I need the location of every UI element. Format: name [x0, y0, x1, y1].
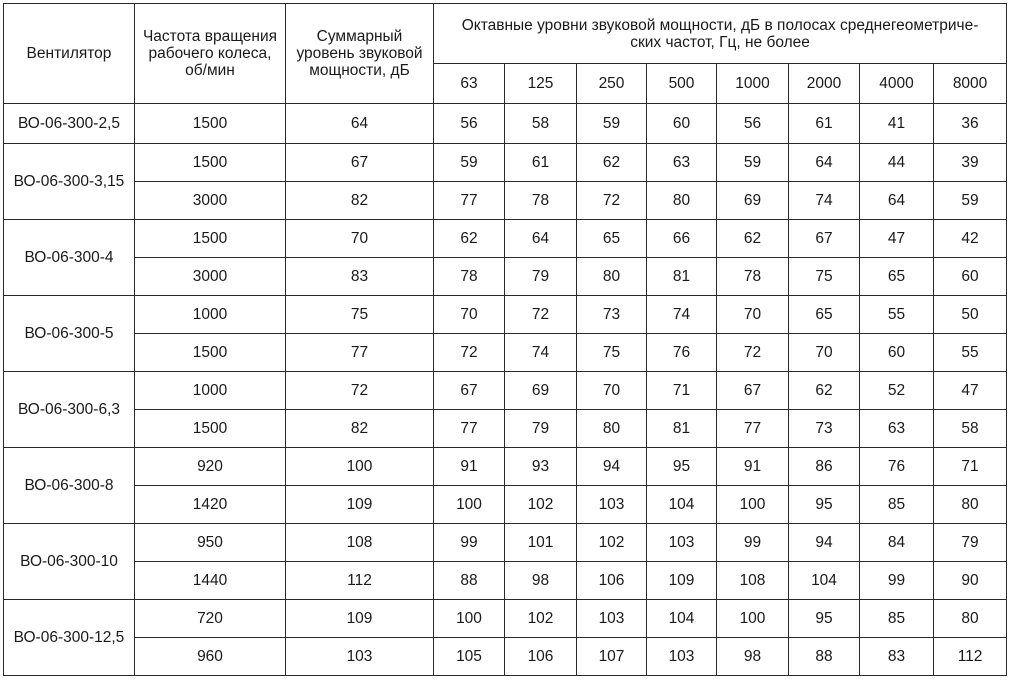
octave-level-cell-4000: 52 — [860, 372, 934, 410]
octave-level-cell-125: 93 — [505, 448, 577, 486]
octave-level-cell-63: 100 — [434, 486, 505, 524]
rpm-cell: 3000 — [135, 258, 286, 296]
fan-model-cell: ВО-06-300-4 — [4, 220, 135, 296]
rpm-cell: 1500 — [135, 104, 286, 144]
fan-model-cell: ВО-06-300-10 — [4, 524, 135, 600]
octave-level-cell-125: 79 — [505, 258, 577, 296]
octave-level-cell-2000: 75 — [789, 258, 860, 296]
header-frequency-4000: 4000 — [860, 64, 934, 104]
rpm-cell: 1500 — [135, 410, 286, 448]
octave-level-cell-63: 62 — [434, 220, 505, 258]
total-level-cell: 72 — [286, 372, 434, 410]
header-octave-line2: ских частот, Гц, не более — [630, 33, 810, 51]
octave-level-cell-2000: 104 — [789, 562, 860, 600]
header-frequency-250: 250 — [577, 64, 647, 104]
octave-level-cell-1000: 72 — [717, 334, 789, 372]
octave-level-cell-1000: 99 — [717, 524, 789, 562]
octave-level-cell-4000: 60 — [860, 334, 934, 372]
octave-level-cell-4000: 47 — [860, 220, 934, 258]
rpm-cell: 960 — [135, 638, 286, 676]
total-level-cell: 70 — [286, 220, 434, 258]
octave-level-cell-1000: 108 — [717, 562, 789, 600]
octave-level-cell-1000: 67 — [717, 372, 789, 410]
table-row — [4, 144, 1007, 182]
octave-level-cell-1000: 77 — [717, 410, 789, 448]
table-row — [4, 258, 1007, 296]
octave-level-cell-125: 72 — [505, 296, 577, 334]
octave-level-cell-2000: 74 — [789, 182, 860, 220]
octave-level-cell-2000: 94 — [789, 524, 860, 562]
octave-level-cell-500: 103 — [647, 524, 717, 562]
octave-level-cell-250: 62 — [577, 144, 647, 182]
octave-level-cell-125: 102 — [505, 486, 577, 524]
total-level-cell: 77 — [286, 334, 434, 372]
table-row — [4, 524, 1007, 562]
total-level-cell: 103 — [286, 638, 434, 676]
rpm-cell: 1500 — [135, 334, 286, 372]
octave-level-cell-8000: 79 — [934, 524, 1007, 562]
header-rpm-line2: рабочего колеса, — [148, 45, 272, 62]
octave-level-cell-63: 70 — [434, 296, 505, 334]
table-row — [4, 334, 1007, 372]
rpm-cell: 1000 — [135, 296, 286, 334]
octave-level-cell-8000: 39 — [934, 144, 1007, 182]
octave-level-cell-1000: 70 — [717, 296, 789, 334]
header-octave-line1: Октавные уровни звуковой мощности, дБ в полосах среднегеометриче- — [461, 16, 979, 34]
octave-level-cell-250: 94 — [577, 448, 647, 486]
octave-level-cell-63: 88 — [434, 562, 505, 600]
octave-level-cell-500: 95 — [647, 448, 717, 486]
octave-level-cell-2000: 86 — [789, 448, 860, 486]
octave-level-cell-63: 100 — [434, 600, 505, 638]
octave-level-cell-2000: 88 — [789, 638, 860, 676]
total-level-cell: 75 — [286, 296, 434, 334]
octave-level-cell-4000: 85 — [860, 600, 934, 638]
octave-level-cell-8000: 50 — [934, 296, 1007, 334]
octave-level-cell-1000: 98 — [717, 638, 789, 676]
octave-level-cell-125: 106 — [505, 638, 577, 676]
octave-level-cell-1000: 59 — [717, 144, 789, 182]
octave-level-cell-125: 102 — [505, 600, 577, 638]
octave-level-cell-250: 59 — [577, 104, 647, 144]
octave-level-cell-125: 69 — [505, 372, 577, 410]
octave-level-cell-4000: 63 — [860, 410, 934, 448]
header-rpm-line3: об/мин — [185, 62, 235, 79]
octave-level-cell-500: 104 — [647, 600, 717, 638]
total-level-cell: 83 — [286, 258, 434, 296]
octave-level-cell-500: 60 — [647, 104, 717, 144]
header-frequency-63: 63 — [434, 64, 505, 104]
octave-level-cell-1000: 100 — [717, 600, 789, 638]
rpm-cell: 1420 — [135, 486, 286, 524]
octave-level-cell-1000: 69 — [717, 182, 789, 220]
octave-level-cell-125: 61 — [505, 144, 577, 182]
table-row — [4, 372, 1007, 410]
table-row — [4, 182, 1007, 220]
table-row — [4, 448, 1007, 486]
octave-level-cell-63: 59 — [434, 144, 505, 182]
rpm-cell: 3000 — [135, 182, 286, 220]
octave-level-cell-4000: 83 — [860, 638, 934, 676]
octave-level-cell-1000: 78 — [717, 258, 789, 296]
header-rpm-line1: Частота вращения — [142, 28, 278, 45]
rpm-cell: 1500 — [135, 144, 286, 182]
octave-level-cell-500: 104 — [647, 486, 717, 524]
total-level-cell: 67 — [286, 144, 434, 182]
table-row — [4, 638, 1007, 676]
octave-level-cell-8000: 47 — [934, 372, 1007, 410]
table-row — [4, 104, 1007, 144]
octave-level-cell-500: 81 — [647, 410, 717, 448]
octave-level-cell-8000: 71 — [934, 448, 1007, 486]
octave-level-cell-8000: 42 — [934, 220, 1007, 258]
header-rpm — [135, 4, 286, 104]
octave-level-cell-500: 103 — [647, 638, 717, 676]
octave-level-cell-8000: 90 — [934, 562, 1007, 600]
octave-level-cell-8000: 80 — [934, 486, 1007, 524]
octave-level-cell-500: 80 — [647, 182, 717, 220]
rpm-cell: 1440 — [135, 562, 286, 600]
octave-level-cell-63: 72 — [434, 334, 505, 372]
octave-level-cell-4000: 85 — [860, 486, 934, 524]
octave-level-cell-1000: 56 — [717, 104, 789, 144]
octave-level-cell-2000: 62 — [789, 372, 860, 410]
octave-level-cell-250: 75 — [577, 334, 647, 372]
octave-level-cell-250: 103 — [577, 486, 647, 524]
octave-level-cell-8000: 112 — [934, 638, 1007, 676]
fan-model-cell: ВО-06-300-2,5 — [4, 104, 135, 144]
fan-model-cell: ВО-06-300-8 — [4, 448, 135, 524]
rpm-cell: 1000 — [135, 372, 286, 410]
octave-level-cell-250: 106 — [577, 562, 647, 600]
rpm-cell: 720 — [135, 600, 286, 638]
total-level-cell: 112 — [286, 562, 434, 600]
header-frequency-125: 125 — [505, 64, 577, 104]
octave-level-cell-500: 74 — [647, 296, 717, 334]
octave-level-cell-8000: 60 — [934, 258, 1007, 296]
header-total-line2: уровень звуковой — [296, 45, 423, 62]
octave-level-cell-8000: 55 — [934, 334, 1007, 372]
octave-level-cell-63: 77 — [434, 182, 505, 220]
octave-level-cell-4000: 65 — [860, 258, 934, 296]
octave-level-cell-63: 91 — [434, 448, 505, 486]
fan-model-cell: ВО-06-300-5 — [4, 296, 135, 372]
header-frequency-1000: 1000 — [717, 64, 789, 104]
octave-level-cell-500: 81 — [647, 258, 717, 296]
octave-level-cell-8000: 59 — [934, 182, 1007, 220]
octave-level-cell-250: 103 — [577, 600, 647, 638]
table-row — [4, 562, 1007, 600]
table-header — [4, 4, 1007, 104]
octave-level-cell-63: 56 — [434, 104, 505, 144]
octave-level-cell-125: 74 — [505, 334, 577, 372]
octave-level-cell-250: 73 — [577, 296, 647, 334]
octave-level-cell-63: 67 — [434, 372, 505, 410]
octave-level-cell-8000: 80 — [934, 600, 1007, 638]
header-fan: Вентилятор — [4, 4, 135, 104]
octave-level-cell-2000: 65 — [789, 296, 860, 334]
octave-level-cell-125: 64 — [505, 220, 577, 258]
header-frequency-500: 500 — [647, 64, 717, 104]
header-frequency-2000: 2000 — [789, 64, 860, 104]
total-level-cell: 82 — [286, 410, 434, 448]
total-level-cell: 82 — [286, 182, 434, 220]
header-frequency-8000: 8000 — [934, 64, 1007, 104]
octave-level-cell-125: 98 — [505, 562, 577, 600]
octave-level-cell-63: 78 — [434, 258, 505, 296]
table-row — [4, 486, 1007, 524]
octave-level-cell-250: 107 — [577, 638, 647, 676]
header-octave — [434, 4, 1007, 64]
total-level-cell: 108 — [286, 524, 434, 562]
octave-level-cell-2000: 73 — [789, 410, 860, 448]
octave-level-cell-250: 80 — [577, 258, 647, 296]
octave-level-cell-4000: 41 — [860, 104, 934, 144]
total-level-cell: 109 — [286, 600, 434, 638]
total-level-cell: 109 — [286, 486, 434, 524]
octave-level-cell-4000: 44 — [860, 144, 934, 182]
octave-level-cell-500: 71 — [647, 372, 717, 410]
octave-level-cell-250: 72 — [577, 182, 647, 220]
octave-level-cell-4000: 84 — [860, 524, 934, 562]
table-body — [4, 104, 1007, 676]
octave-level-cell-500: 63 — [647, 144, 717, 182]
rpm-cell: 920 — [135, 448, 286, 486]
octave-level-cell-63: 77 — [434, 410, 505, 448]
octave-level-cell-500: 66 — [647, 220, 717, 258]
noise-level-table — [3, 3, 1007, 676]
octave-level-cell-250: 70 — [577, 372, 647, 410]
total-level-cell: 64 — [286, 104, 434, 144]
octave-level-cell-2000: 67 — [789, 220, 860, 258]
octave-level-cell-2000: 95 — [789, 486, 860, 524]
rpm-cell: 950 — [135, 524, 286, 562]
octave-level-cell-2000: 64 — [789, 144, 860, 182]
octave-level-cell-4000: 99 — [860, 562, 934, 600]
octave-level-cell-125: 58 — [505, 104, 577, 144]
header-total-line3: мощности, дБ — [309, 62, 410, 79]
table-row — [4, 220, 1007, 258]
header-total — [286, 4, 434, 104]
octave-level-cell-250: 65 — [577, 220, 647, 258]
octave-level-cell-500: 76 — [647, 334, 717, 372]
octave-level-cell-125: 78 — [505, 182, 577, 220]
fan-model-cell: ВО-06-300-6,3 — [4, 372, 135, 448]
header-total-line1: Суммарный — [316, 28, 403, 45]
table-row — [4, 410, 1007, 448]
octave-level-cell-63: 105 — [434, 638, 505, 676]
octave-level-cell-2000: 70 — [789, 334, 860, 372]
table-row — [4, 600, 1007, 638]
fan-model-cell: ВО-06-300-3,15 — [4, 144, 135, 220]
octave-level-cell-2000: 61 — [789, 104, 860, 144]
octave-level-cell-8000: 36 — [934, 104, 1007, 144]
octave-level-cell-1000: 62 — [717, 220, 789, 258]
total-level-cell: 100 — [286, 448, 434, 486]
fan-model-cell: ВО-06-300-12,5 — [4, 600, 135, 676]
octave-level-cell-1000: 91 — [717, 448, 789, 486]
octave-level-cell-500: 109 — [647, 562, 717, 600]
octave-level-cell-4000: 76 — [860, 448, 934, 486]
octave-level-cell-8000: 58 — [934, 410, 1007, 448]
octave-level-cell-63: 99 — [434, 524, 505, 562]
octave-level-cell-4000: 55 — [860, 296, 934, 334]
octave-level-cell-125: 101 — [505, 524, 577, 562]
octave-level-cell-250: 102 — [577, 524, 647, 562]
table-row — [4, 296, 1007, 334]
octave-level-cell-4000: 64 — [860, 182, 934, 220]
rpm-cell: 1500 — [135, 220, 286, 258]
octave-level-cell-125: 79 — [505, 410, 577, 448]
octave-level-cell-2000: 95 — [789, 600, 860, 638]
octave-level-cell-1000: 100 — [717, 486, 789, 524]
octave-level-cell-250: 80 — [577, 410, 647, 448]
